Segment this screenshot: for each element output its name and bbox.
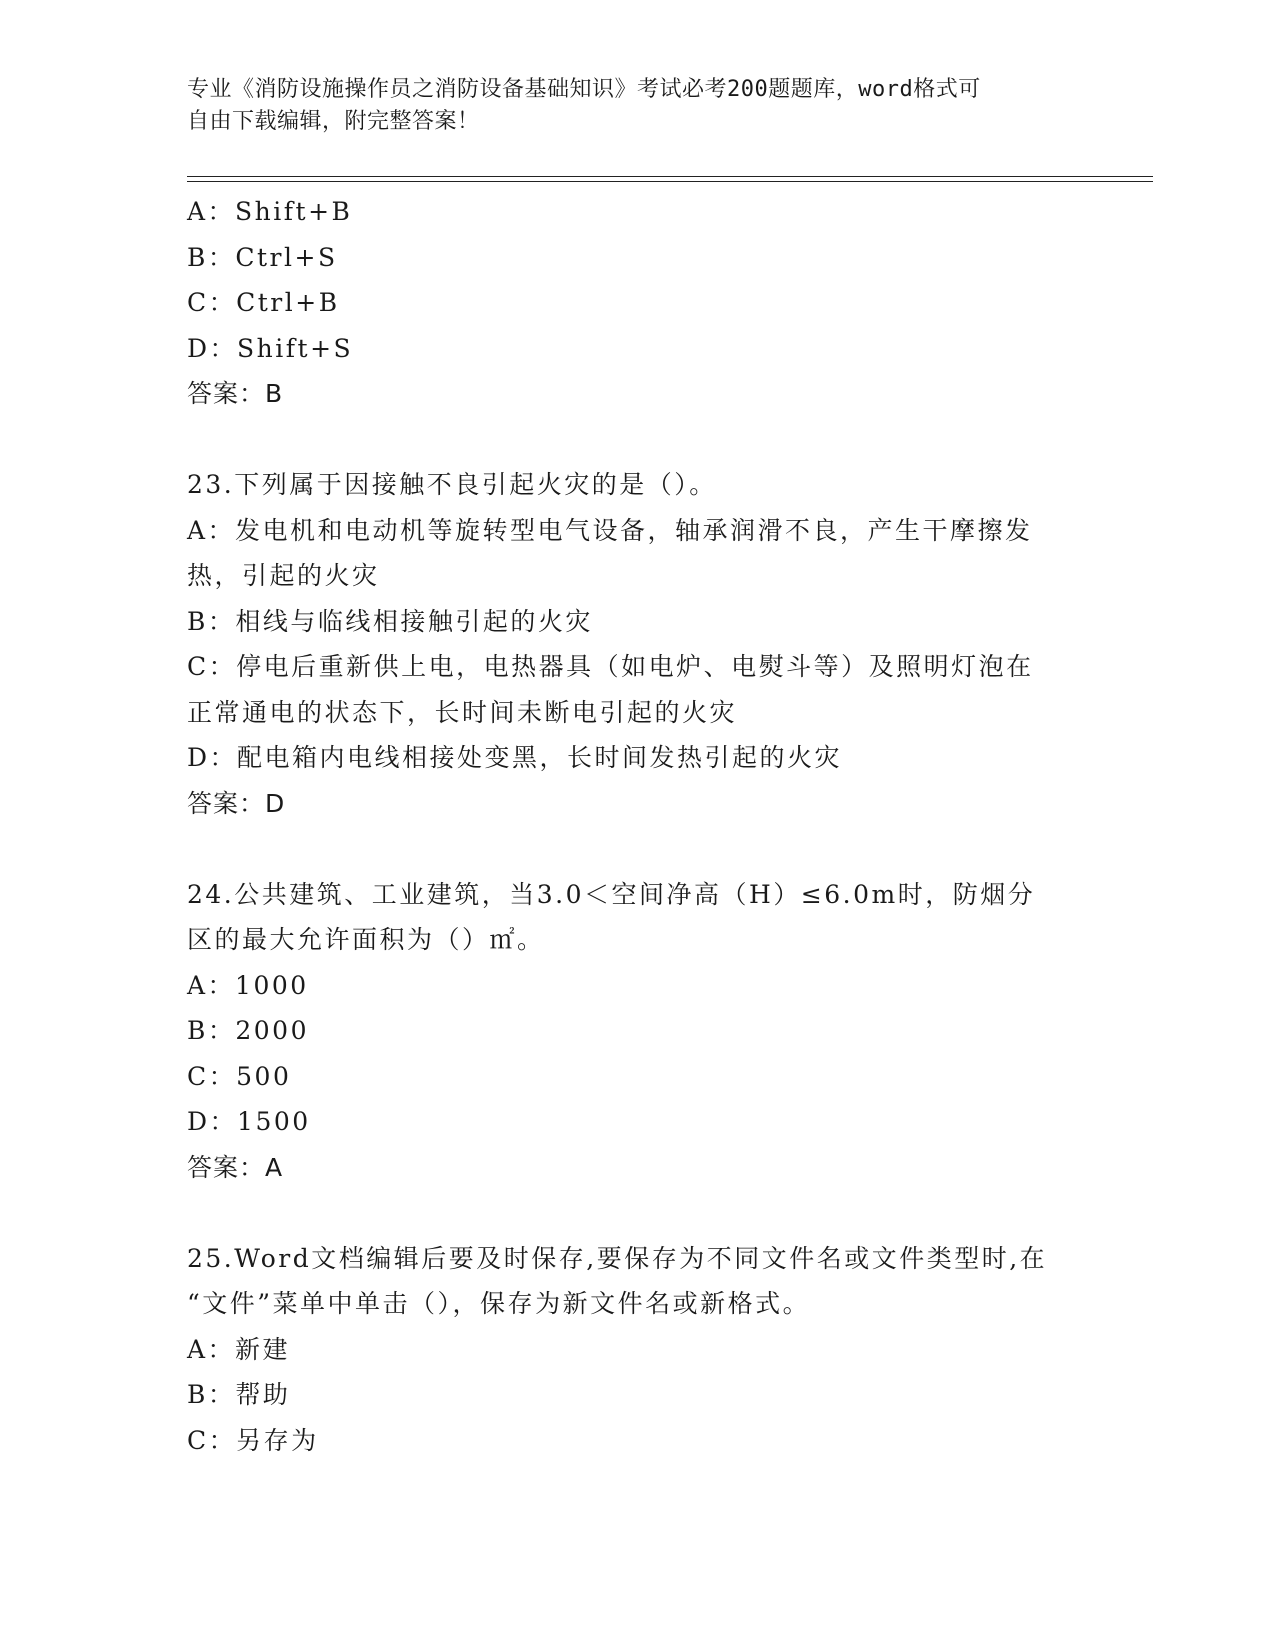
- q24-option-a: A：1000: [187, 970, 309, 1000]
- q24-option-b: B：2000: [187, 1016, 309, 1045]
- q24-stem-line-2: 区的最大允许面积为（）㎡。: [187, 925, 545, 954]
- q23-option-c-continued: 正常通电的状态下，长时间未断电引起的火灾: [187, 697, 738, 727]
- q22-option-d: D：Shift+S: [187, 333, 354, 363]
- q22-answer: 答案：B: [187, 379, 284, 408]
- spacer: [187, 1190, 1087, 1236]
- q22-option-b: B：Ctrl+S: [187, 242, 338, 272]
- q25-stem-line-1: 25.Word文档编辑后要及时保存,要保存为不同文件名或文件类型时,在: [187, 1243, 1048, 1273]
- header-title-line-1: 专业《消防设施操作员之消防设备基础知识》考试必考200题题库，word格式可: [187, 77, 981, 102]
- q24-option-c: C：500: [187, 1061, 292, 1091]
- q24-option-d: D：1500: [187, 1107, 311, 1136]
- q23-option-b: B：相线与临线相接触引起的火灾: [187, 606, 593, 636]
- question-22: [187, 189, 1087, 417]
- header-divider-bottom: [187, 181, 1153, 182]
- q23-option-a: A：发电机和电动机等旋转型电气设备，轴承润滑不良，产生干摩擦发: [187, 515, 1033, 545]
- q22-option-c: C：Ctrl+B: [187, 288, 340, 317]
- q25-option-c: C：另存为: [187, 1425, 319, 1455]
- spacer: [187, 826, 1087, 872]
- q25-option-b: B：帮助: [187, 1380, 291, 1409]
- q24-answer: 答案：A: [187, 1152, 284, 1182]
- q23-option-d: D：配电箱内电线相接处变黑，长时间发热引起的火灾: [187, 743, 843, 772]
- q25-stem-line-2: “文件”菜单中单击（），保存为新文件名或新格式。: [187, 1289, 811, 1318]
- document-header: [187, 74, 1067, 138]
- question-24: [187, 872, 1087, 1191]
- question-25: [187, 1236, 1087, 1464]
- q23-option-a-continued: 热，引起的火灾: [187, 561, 380, 590]
- q24-stem-line-1: 24.公共建筑、工业建筑，当3.0＜空间净高（H）≤6.0m时，防烟分: [187, 879, 1036, 909]
- question-23: [187, 462, 1087, 826]
- header-divider-top: [187, 176, 1153, 177]
- q25-option-a: A：新建: [187, 1334, 291, 1364]
- q22-option-a: A：Shift+B: [187, 197, 353, 226]
- spacer: [187, 417, 1087, 463]
- q23-answer: 答案：D: [187, 788, 286, 818]
- q23-stem: 23.下列属于因接触不良引起火灾的是（）。: [187, 470, 717, 499]
- q23-option-c: C：停电后重新供上电，电热器具（如电炉、电熨斗等）及照明灯泡在: [187, 652, 1034, 681]
- header-title-line-2: 自由下载编辑，附完整答案！: [187, 109, 480, 134]
- question-list: [187, 189, 1087, 1463]
